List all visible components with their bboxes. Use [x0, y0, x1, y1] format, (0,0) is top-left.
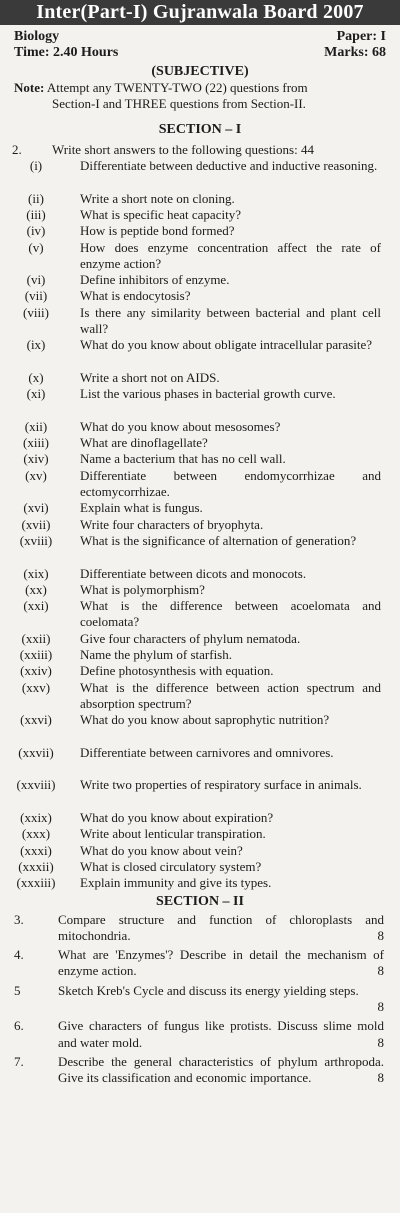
short-question-number: (iii)	[26, 206, 46, 222]
note-text-1: Attempt any TWENTY-TWO (22) questions from	[46, 80, 308, 95]
short-question-number: (xix)	[23, 565, 49, 581]
paper-label: Paper: I	[336, 29, 386, 44]
short-question-number: (i)	[29, 158, 43, 173]
short-question-text: What is endocytosis?	[80, 288, 191, 304]
short-question-number: (xxiii)	[19, 647, 53, 662]
short-question-text: Give four characters of phylum nematoda.	[80, 630, 301, 646]
short-question-text: What is the difference between action spectrum and absorption spectrum?	[80, 679, 381, 711]
long-question-marks: 8	[377, 1070, 384, 1086]
short-question-text: Is there any similarity between bacterial and plant cell wall?	[80, 304, 381, 336]
short-question-number: (xxv)	[21, 679, 51, 695]
short-question-number: (vi)	[26, 272, 46, 288]
long-question-number: 3.	[14, 911, 24, 927]
short-question-text: Explain immunity and give its types.	[80, 875, 272, 891]
long-question-marks: 8	[377, 1034, 384, 1050]
short-question-number: (viii)	[23, 304, 49, 320]
note-prefix: Note:	[14, 80, 45, 95]
short-question-number: (ix)	[26, 337, 46, 353]
short-question-text: Write two properties of respiratory surface in animals.	[80, 777, 362, 793]
short-question-text: Name a bacterium that has no cell wall.	[80, 451, 286, 467]
short-question-text: What do you know about mesosomes?	[80, 418, 281, 434]
short-question-number: (xxii)	[21, 630, 51, 646]
short-question-number: (iv)	[26, 223, 46, 239]
short-question-text: Explain what is fungus.	[80, 500, 203, 516]
short-question-number: (xxi)	[23, 598, 49, 614]
short-question-number: (xiii)	[23, 435, 49, 451]
short-question-number: (xxxi)	[20, 842, 52, 858]
short-question-number: (xxx)	[21, 826, 51, 842]
short-question-text: What do you know about saprophytic nutrition?	[80, 712, 330, 728]
short-question-text: Write a short note on cloning.	[80, 190, 235, 206]
subjective-heading: (SUBJECTIVE)	[151, 64, 249, 79]
paper-title: Inter(Part-I) Gujranwala Board 2007	[0, 0, 400, 25]
short-question-text: Differentiate between deductive and inductive reasoning.	[80, 158, 378, 173]
long-question-number: 5	[14, 982, 21, 998]
short-question-number: (xvi)	[23, 500, 49, 516]
short-question-text: List the various phases in bacterial growth curve.	[80, 386, 336, 402]
long-question-marks: 8	[377, 927, 384, 943]
short-question-text: What do you know about vein?	[80, 842, 243, 858]
short-question-text: Differentiate between carnivores and omnivores.	[80, 744, 334, 760]
short-question-number: (xxix)	[20, 810, 52, 825]
short-question-text: What do you know about expiration?	[80, 810, 274, 825]
short-question-text: What is the significance of alternation of generation?	[80, 532, 357, 548]
marks-label: Marks: 68	[324, 45, 386, 60]
short-question-text: What is specific heat capacity?	[80, 206, 241, 222]
short-question-number: (x)	[28, 369, 44, 385]
section-2-heading: SECTION – II	[156, 893, 244, 909]
short-question-number: (xx)	[25, 581, 47, 597]
short-question-text: Write a short not on AIDS.	[80, 369, 220, 385]
long-question-marks: 8	[377, 963, 384, 979]
short-question-text: What are dinoflagellate?	[80, 435, 208, 451]
section-1-heading: SECTION – I	[158, 122, 242, 137]
long-question-number: 4.	[14, 947, 24, 963]
long-question-marks: 8	[377, 998, 384, 1014]
short-question-text: How does enzyme concentration affect the rate of enzyme action?	[80, 239, 381, 271]
long-question-number: 7.	[14, 1053, 24, 1069]
short-question-number: (ii)	[28, 190, 44, 206]
short-question-text: Define photosynthesis with equation.	[80, 663, 274, 679]
short-question-text: What is the difference between acoelomata and coelomata?	[80, 598, 381, 630]
short-question-number: (xxviii)	[16, 777, 56, 793]
note-text-2: Section-I and THREE questions from Section-II.	[52, 96, 306, 111]
short-question-number: (xxvi)	[20, 712, 52, 728]
note-line-1	[14, 80, 386, 96]
short-question-number: (xxiv)	[20, 663, 52, 679]
note-line-2	[52, 96, 386, 112]
short-question-number: (xiv)	[23, 451, 49, 467]
short-question-number: (xvii)	[21, 516, 51, 532]
short-question-text: How is peptide bond formed?	[80, 223, 235, 239]
long-question-number: 6.	[14, 1018, 24, 1034]
short-question-number: (xviii)	[19, 532, 53, 548]
short-question-number: (xxvii)	[18, 744, 54, 760]
short-question-number: (xv)	[25, 467, 47, 483]
long-question-text: Describe the general characteristics of phylum arthropoda. Give its classification and economic importance.	[58, 1053, 384, 1086]
short-question-text: Write four characters of bryophyta.	[80, 516, 264, 532]
short-question-text: Differentiate between endomycorrhizae and ectomycorrhizae.	[80, 467, 381, 499]
subject-label: Biology	[14, 29, 60, 44]
time-label: Time: 2.40 Hours	[14, 45, 119, 60]
short-question-text: Write about lenticular transpiration.	[80, 826, 266, 842]
short-question-number: (v)	[28, 239, 44, 255]
short-question-text: Define inhibitors of enzyme.	[80, 272, 230, 288]
short-question-text: What do you know about obligate intracellular parasite?	[80, 337, 373, 353]
long-question-text: What are 'Enzymes'? Describe in detail the mechanism of enzyme action.	[58, 947, 384, 979]
short-question-text: What is polymorphism?	[80, 581, 205, 597]
short-question-number: (xxxiii)	[16, 875, 56, 891]
long-question-text: Give characters of fungus like protists. Discuss slime mold and water mold.	[58, 1018, 384, 1050]
short-question-text: What is closed circulatory system?	[80, 858, 262, 874]
long-question-text: Sketch Kreb's Cycle and discuss its energy yielding steps.	[58, 982, 359, 998]
section-1-instruction: Write short answers to the following questions: 44	[52, 142, 314, 157]
short-question-text: Name the phylum of starfish.	[80, 647, 232, 662]
question-number: 2.	[12, 142, 22, 157]
short-question-text: Differentiate between dicots and monocots.	[80, 565, 307, 581]
long-question-text: Compare structure and function of chloroplasts and mitochondria.	[58, 911, 384, 943]
short-question-number: (xxxii)	[18, 858, 54, 874]
short-question-number: (xii)	[24, 418, 48, 434]
short-question-number: (vii)	[24, 288, 48, 304]
short-question-number: (xi)	[26, 386, 46, 402]
